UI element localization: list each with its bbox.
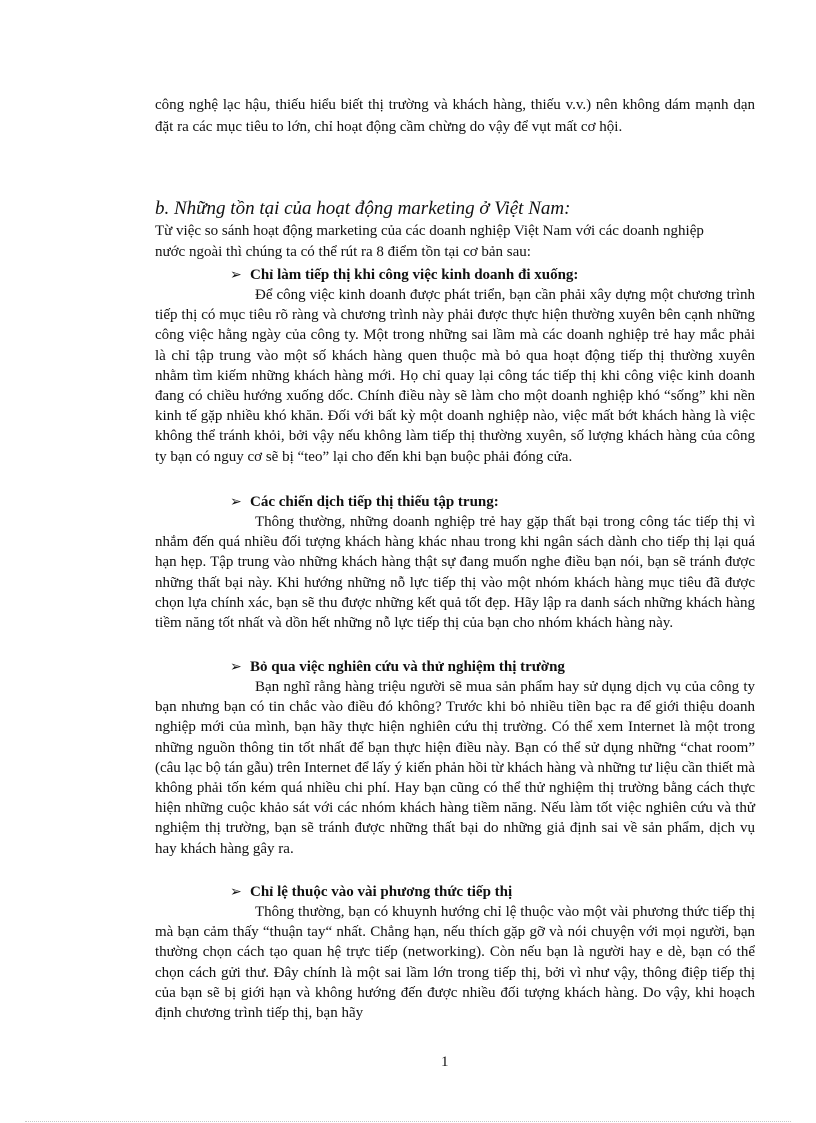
point-block-2	[155, 492, 755, 633]
point-body-1: Để công việc kinh doanh được phát triển, bạn cần phải xây dựng một chương trình tiếp thị có mục tiêu rõ ràng và chương trình này phải được thực hiện thường xuyên bên cạnh những công việc hằng ngày của công ty. Một trong những sai lầm mà các doanh nghiệp trẻ hay mắc phải là chỉ tập trung vào một số khách hàng quen thuộc mà bỏ qua hoạt động tiếp thị thường xuyên nhằm tìm kiếm những khách hàng mới. Họ chỉ quay lại công tác tiếp thị khi công việc kinh doanh đang có chiều hướng xuống dốc. Chính điều này sẽ làm cho một doanh nghiệp khó “sống” khi nền kinh tế gặp nhiều khó khăn. Đối với bất kỳ một doanh nghiệp nào, việc mất bớt khách hàng là việc không thể tránh khỏi, bởi vậy nếu không làm tiếp thị thường xuyên, số lượng khách hàng của công ty bạn có nguy cơ sẽ bị “teo” lại cho đến khi bạn buộc phải đóng cửa.	[155, 287, 755, 465]
page-bottom-divider	[25, 1121, 791, 1122]
point-title-text: Các chiến dịch tiếp thị thiếu tập trung:	[250, 494, 499, 510]
point-body-3: Bạn nghĩ rằng hàng triệu người sẽ mua sản phẩm hay sử dụng dịch vụ của công ty bạn nhưng bạn có tin chắc vào điều đó không? Trước khi bỏ nhiều tiền bạc ra để giới thiệu doanh nghiệp mới của mình, bạn hãy thực hiện nghiên cứu thị trường. Có thể xem Internet là một trong những nguồn thông tin tốt nhất để bạn thực hiện điều này. Bạn có thể sử dụng những “chat room” (câu lạc bộ tán gẫu) trên Internet để lấy ý kiến phản hồi từ khách hàng và những tư liệu cần thiết mà không phải tốn kém quá nhiều chi phí. Hay bạn cũng có thể thử nghiệm thị trường bằng cách thực hiện những cuộc khảo sát với các nhóm khách hàng tiềm năng. Nếu làm tốt việc nghiên cứu và thử nghiệm thị trường, bạn sẽ tránh được những thất bại do những giả định sai về sản phẩm, dịch vụ hay khách hàng gây ra.	[155, 679, 756, 857]
point-title-text: Bỏ qua việc nghiên cứu và thử nghiệm thị trường	[250, 659, 565, 675]
point-title-text: Chỉ lệ thuộc vào vài phương thức tiếp thị	[250, 884, 513, 900]
page-number: 1	[441, 1054, 449, 1070]
arrow-bullet-icon: ➢	[230, 495, 242, 510]
section-intro: Từ việc so sánh hoạt động marketing của các doanh nghiệp Việt Nam với các doanh nghiệp nước ngoài thì chúng ta có thể rút ra 8 điểm tồn tại cơ bản sau:	[155, 223, 704, 260]
point-title-1	[230, 265, 755, 285]
intro-paragraph: công nghệ lạc hậu, thiếu hiểu biết thị trường và khách hàng, thiếu v.v.) nên không dám mạnh dạn đặt ra các mục tiêu to lớn, chỉ hoạt động cầm chừng do vậy để vụt mất cơ hội.	[155, 97, 755, 135]
point-block-1	[155, 265, 755, 467]
point-body-2: Thông thường, những doanh nghiệp trẻ hay gặp thất bại trong công tác tiếp thị vì nhắm đến quá nhiều đối tượng khách hàng khác nhau trong khi ngân sách dành cho tiếp thị lại quá hạn hẹp. Tập trung vào những khách hàng thật sự đang muốn nghe điều bạn nói, bạn sẽ tránh được những thất bại này. Khi hướng những nỗ lực tiếp thị vào một nhóm khách hàng mục tiêu đã được chọn lựa chính xác, bạn sẽ thu được những kết quả tốt đẹp. Hãy lập ra danh sách những khách hàng tiềm năng tốt nhất và dồn hết những nỗ lực tiếp thị của bạn cho nhóm khách hàng này.	[155, 514, 755, 632]
point-title-3	[230, 657, 755, 677]
arrow-bullet-icon: ➢	[230, 885, 242, 900]
point-block-3	[155, 657, 755, 859]
arrow-bullet-icon: ➢	[230, 268, 242, 283]
point-title-2	[230, 492, 755, 512]
point-body-4: Thông thường, bạn có khuynh hướng chỉ lệ thuộc vào một vài phương thức tiếp thị mà bạn cảm thấy “thuận tay“ nhất. Chẳng hạn, nếu thích gặp gỡ và nói chuyện với mọi người, bạn thường chọn cách tạo quan hệ trực tiếp (networking). Còn nếu bạn là người hay e dè, bạn có thể chọn cách gửi thư. Đây chính là một sai lầm lớn trong tiếp thị, bởi vì như vậy, thông điệp tiếp thị của bạn sẽ bị giới hạn và không hướng đến được nhiều đối tượng khách hàng. Do vậy, khi hoạch định chương trình tiếp thị, bạn hãy	[155, 904, 755, 1022]
section-heading: b. Những tồn tại của hoạt động marketing ở Việt Nam:	[155, 198, 571, 219]
point-title-text: Chỉ làm tiếp thị khi công việc kinh doanh đi xuống:	[250, 267, 579, 283]
point-block-4	[155, 882, 755, 1023]
point-title-4	[230, 882, 755, 902]
arrow-bullet-icon: ➢	[230, 660, 242, 675]
